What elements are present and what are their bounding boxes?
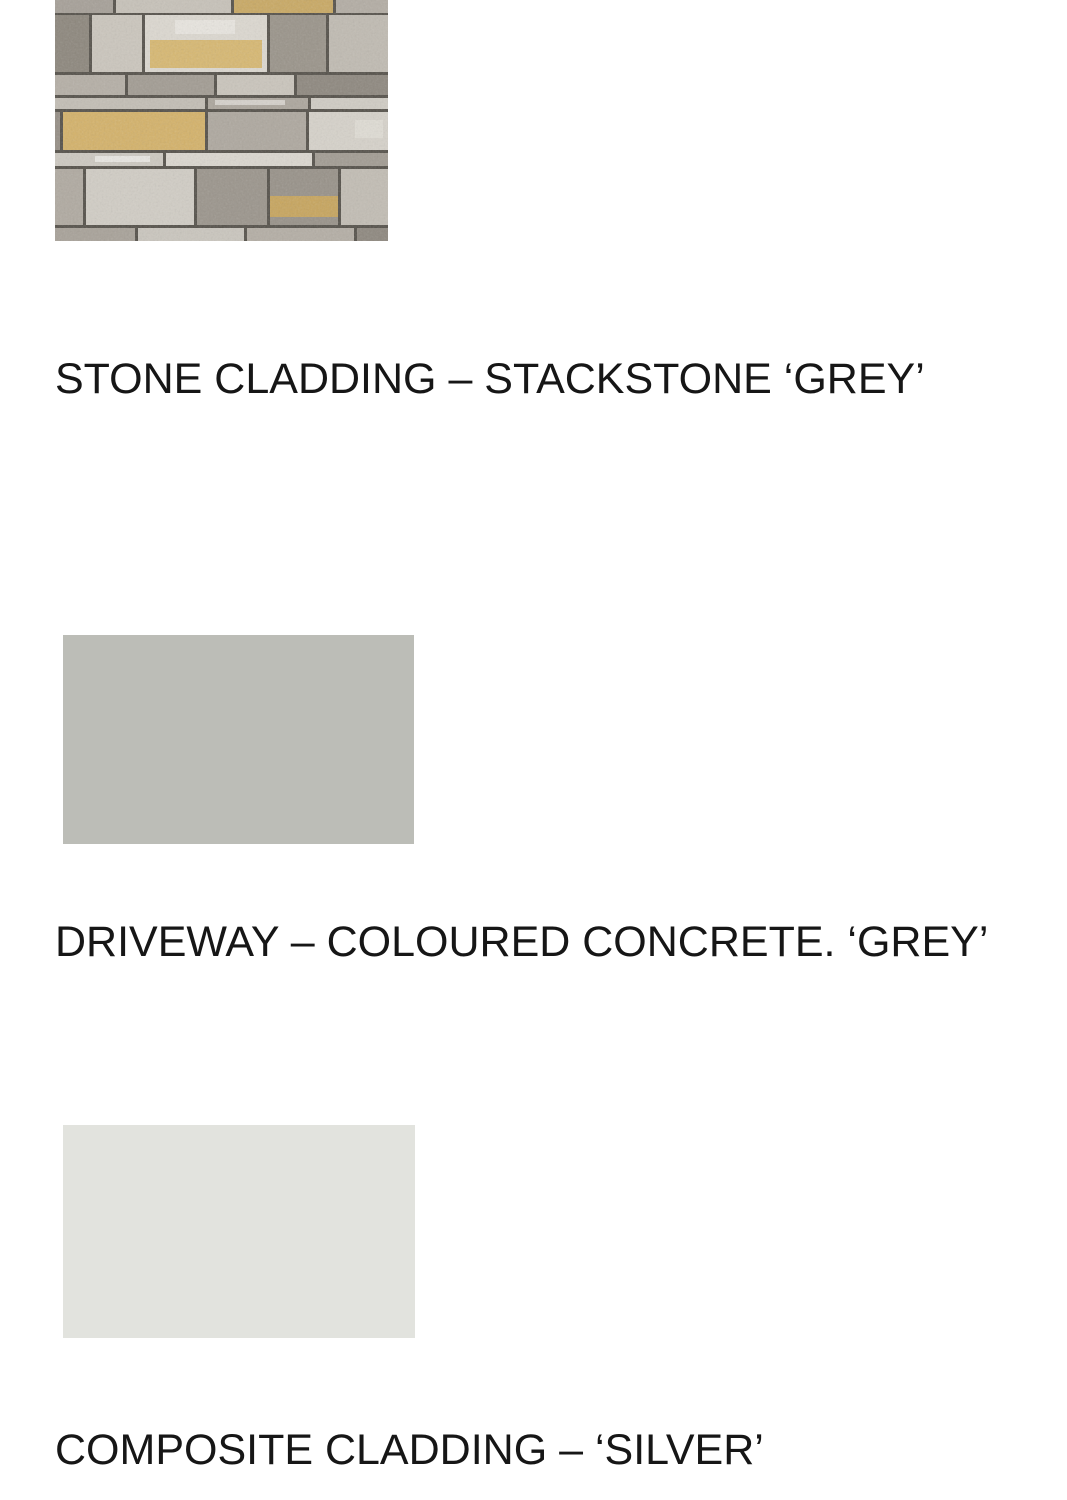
stone-cladding-caption: STONE CLADDING – STACKSTONE ‘GREY’ [55,355,925,403]
composite-cladding-swatch [63,1125,415,1338]
stone-cladding-photo [55,0,388,241]
driveway-concrete-swatch [63,635,414,844]
composite-cladding-caption: COMPOSITE CLADDING – ‘SILVER’ [55,1426,764,1474]
driveway-concrete-caption: DRIVEWAY – COLOURED CONCRETE. ‘GREY’ [55,918,989,966]
